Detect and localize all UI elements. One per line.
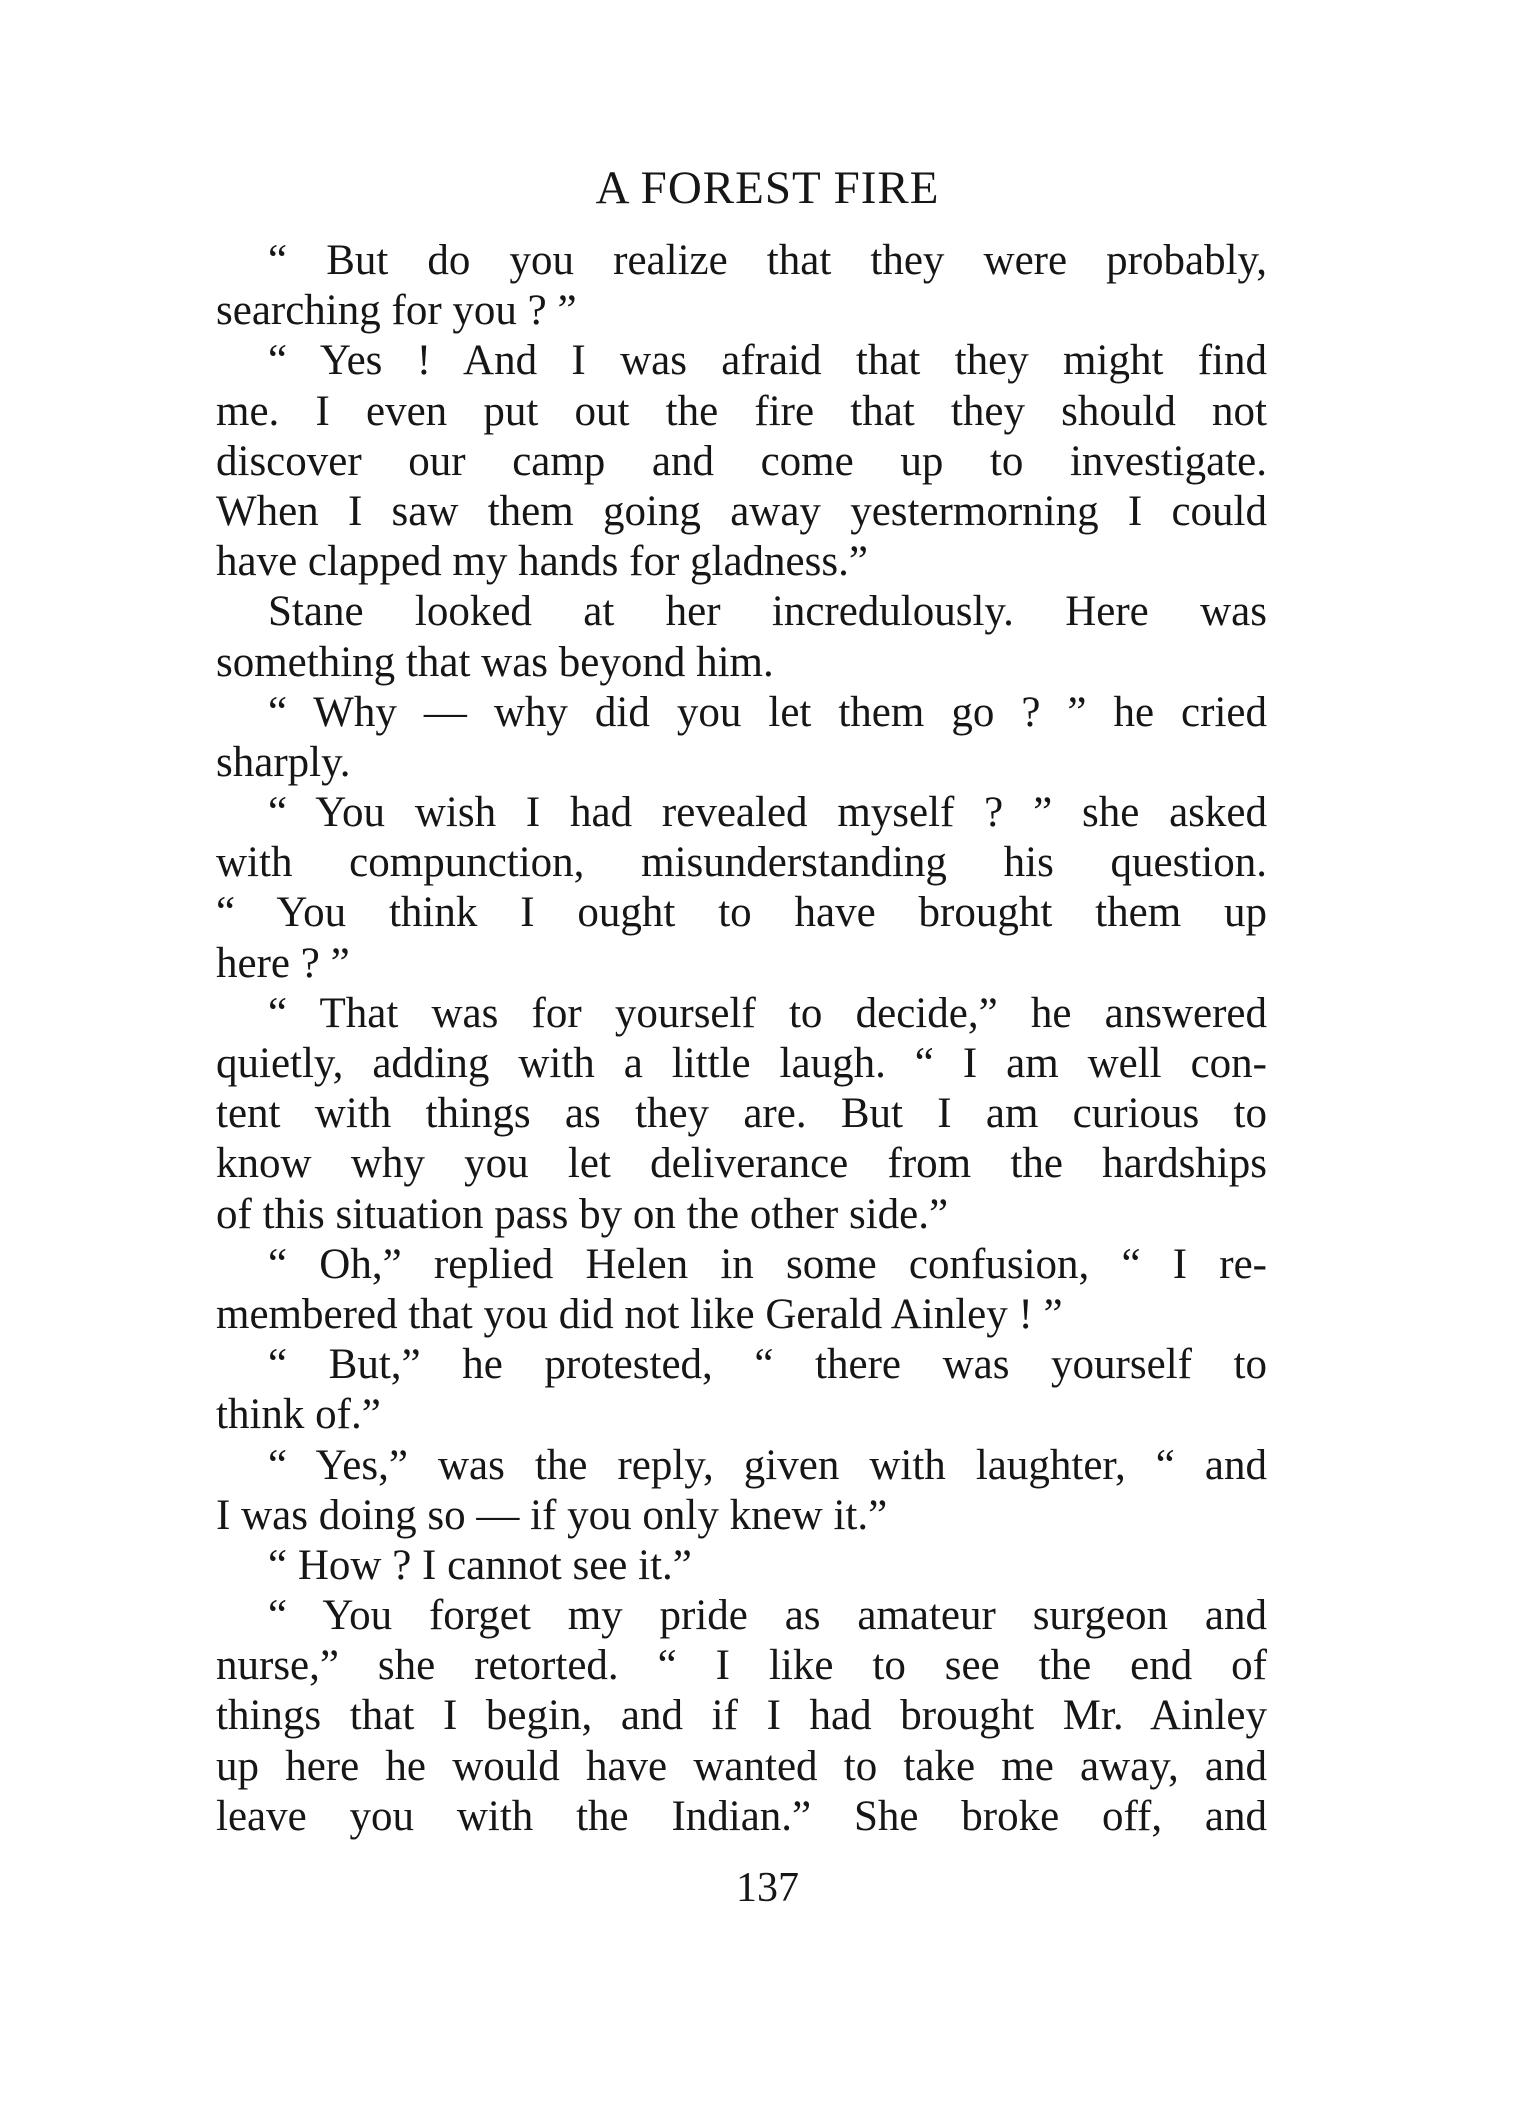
text-line: searching for you ? ” bbox=[216, 287, 577, 335]
text-line: “ Yes,” was the reply, given with laughter, “ and bbox=[268, 1441, 1267, 1489]
running-head: A FOREST FIRE bbox=[595, 162, 940, 214]
text-line: membered that you did not like Gerald Ainley ! ” bbox=[216, 1290, 1063, 1338]
text-line: with compunction, misunderstanding his question. bbox=[216, 839, 1267, 887]
text-line: of this situation pass by on the other side.” bbox=[216, 1190, 949, 1238]
text-line: “ Oh,” replied Helen in some confusion, “ I re- bbox=[268, 1240, 1267, 1288]
text-line: leave you with the Indian.” She broke off, and bbox=[216, 1792, 1267, 1840]
text-line: discover our camp and come up to investigate. bbox=[216, 437, 1267, 485]
text-line: have clapped my hands for gladness.” bbox=[216, 538, 868, 586]
text-line: quietly, adding with a little laugh. “ I am well con- bbox=[216, 1040, 1267, 1087]
text-line: “ You forget my pride as amateur surgeon and bbox=[268, 1592, 1267, 1640]
text-line: something that was beyond him. bbox=[216, 638, 774, 686]
text-line: Stane looked at her incredulously. Here was bbox=[268, 588, 1267, 636]
text-line: I was doing so — if you only knew it.” bbox=[216, 1491, 888, 1539]
body-text bbox=[216, 236, 1267, 1842]
text-line: “ Yes ! And I was afraid that they might find bbox=[268, 337, 1267, 385]
text-line: nurse,” she retorted. “ I like to see the end of bbox=[216, 1642, 1267, 1690]
text-line: think of.” bbox=[216, 1391, 381, 1439]
text-line: When I saw them going away yestermorning I could bbox=[216, 487, 1267, 535]
text-line: sharply. bbox=[216, 738, 351, 786]
text-line: “ But do you realize that they were probably, bbox=[268, 237, 1267, 284]
text-line: “ How ? I cannot see it.” bbox=[268, 1541, 692, 1589]
text-line: “ That was for yourself to decide,” he answered bbox=[268, 989, 1267, 1037]
text-line: me. I even put out the fire that they should not bbox=[216, 387, 1267, 435]
text-line: tent with things as they are. But I am curious to bbox=[216, 1090, 1267, 1138]
text-line: here ? ” bbox=[216, 939, 350, 987]
text-line: “ You think I ought to have brought them up bbox=[216, 889, 1267, 937]
text-line: things that I begin, and if I had brought Mr. Ainley bbox=[216, 1692, 1267, 1740]
page-number: 137 bbox=[736, 1865, 799, 1911]
text-line: know why you let deliverance from the hardships bbox=[216, 1140, 1267, 1188]
text-line: “ But,” he protested, “ there was yourself to bbox=[268, 1341, 1267, 1389]
text-line: “ You wish I had revealed myself ? ” she asked bbox=[268, 789, 1267, 837]
text-line: “ Why — why did you let them go ? ” he cried bbox=[268, 688, 1267, 736]
text-line: up here he would have wanted to take me away, and bbox=[216, 1742, 1267, 1790]
